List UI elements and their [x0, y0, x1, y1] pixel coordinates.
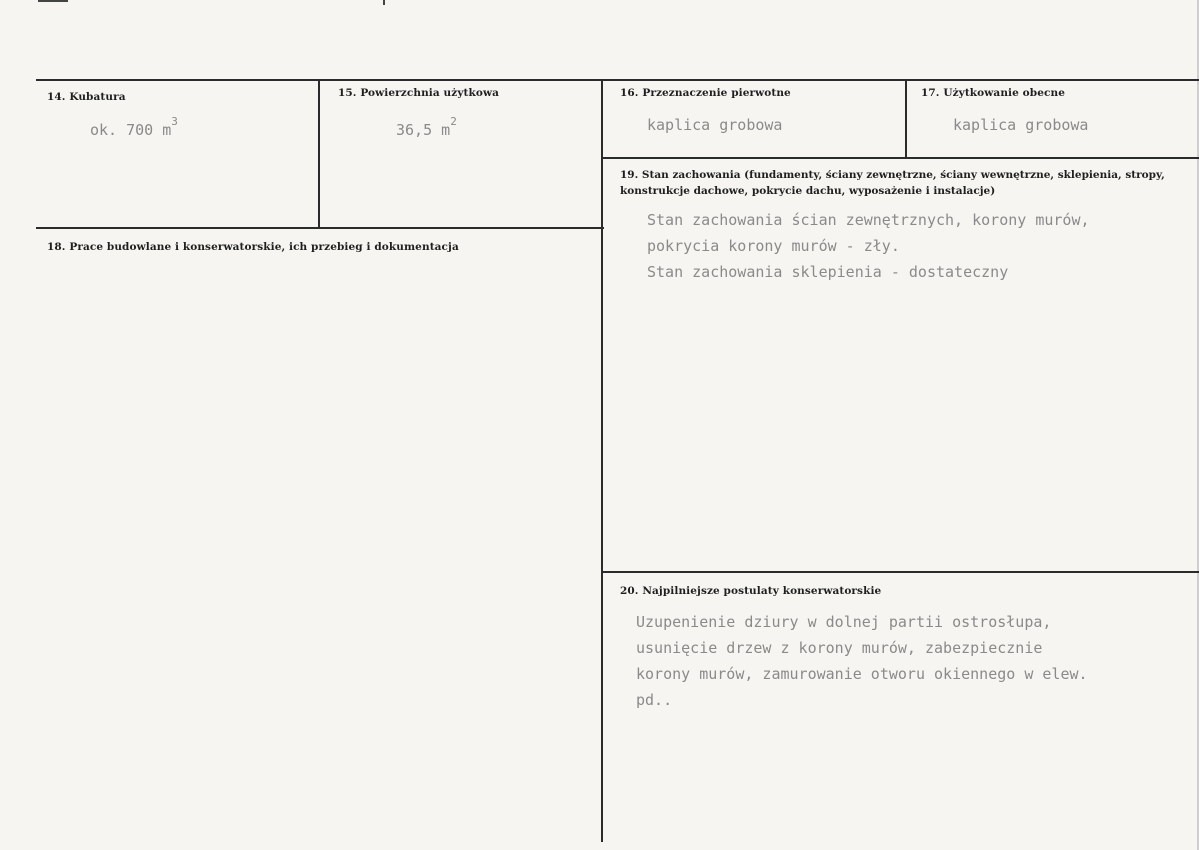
field-19-value: [647, 207, 1090, 285]
field-16-value: kaplica grobowa: [647, 116, 783, 134]
field-20-line-3: korony murów, zamurowanie otworu okiennego w elew.: [636, 665, 1088, 683]
field-19-line-2: pokrycia korony murów - zły.: [647, 237, 900, 255]
field-15-exponent: 2: [450, 115, 457, 128]
field-17-value: kaplica grobowa: [953, 116, 1089, 134]
field-20-label: 20. Najpilniejsze postulaty konserwatorskie: [620, 585, 882, 597]
field-20-line-1: Uzupenienie dziury w dolnej partii ostrosłupa,: [636, 613, 1052, 631]
field-20-value: [636, 609, 1088, 713]
field-20-line-4: pd..: [636, 691, 673, 709]
field-19-label-line-1: 19. Stan zachowania (fundamenty, ściany zewnętrzne, ściany wewnętrzne, sklepienia, stropy,: [620, 169, 1165, 181]
field-14-exponent: 3: [171, 115, 178, 128]
field-18-label: 18. Prace budowlane i konserwatorskie, ich przebieg i dokumentacja: [47, 241, 459, 253]
field-14-value-text: ok. 700 m: [90, 121, 172, 139]
left-middle-rule: [36, 227, 604, 229]
right-lower-rule: [601, 571, 1199, 573]
center-vertical-rule: [601, 79, 603, 842]
field-19-line-1: Stan zachowania ścian zewnętrznych, korony murów,: [647, 211, 1090, 229]
field-14-label: 14. Kubatura: [47, 91, 126, 103]
divider-16-17: [905, 79, 907, 158]
field-17-label: 17. Użytkowanie obecne: [921, 87, 1066, 99]
field-16-label: 16. Przeznaczenie pierwotne: [620, 87, 791, 99]
top-rule: [36, 79, 1199, 81]
right-upper-rule: [601, 157, 1199, 159]
top-edge-mark: [38, 0, 68, 2]
field-19-line-3: Stan zachowania sklepienia - dostateczny: [647, 263, 1009, 281]
field-19-label: [620, 167, 1165, 199]
field-19-label-line-2: konstrukcje dachowe, pokrycie dachu, wyposażenie i instalacje): [620, 185, 996, 197]
top-tick-mark: [383, 0, 385, 5]
field-14-value: [90, 115, 178, 139]
field-20-line-2: usunięcie drzew z korony murów, zabezpiecznie: [636, 639, 1043, 657]
divider-14-15: [318, 79, 320, 229]
field-15-value-text: 36,5 m: [396, 121, 451, 139]
field-15-label: 15. Powierzchnia użytkowa: [338, 87, 500, 99]
field-15-value: [396, 115, 457, 139]
